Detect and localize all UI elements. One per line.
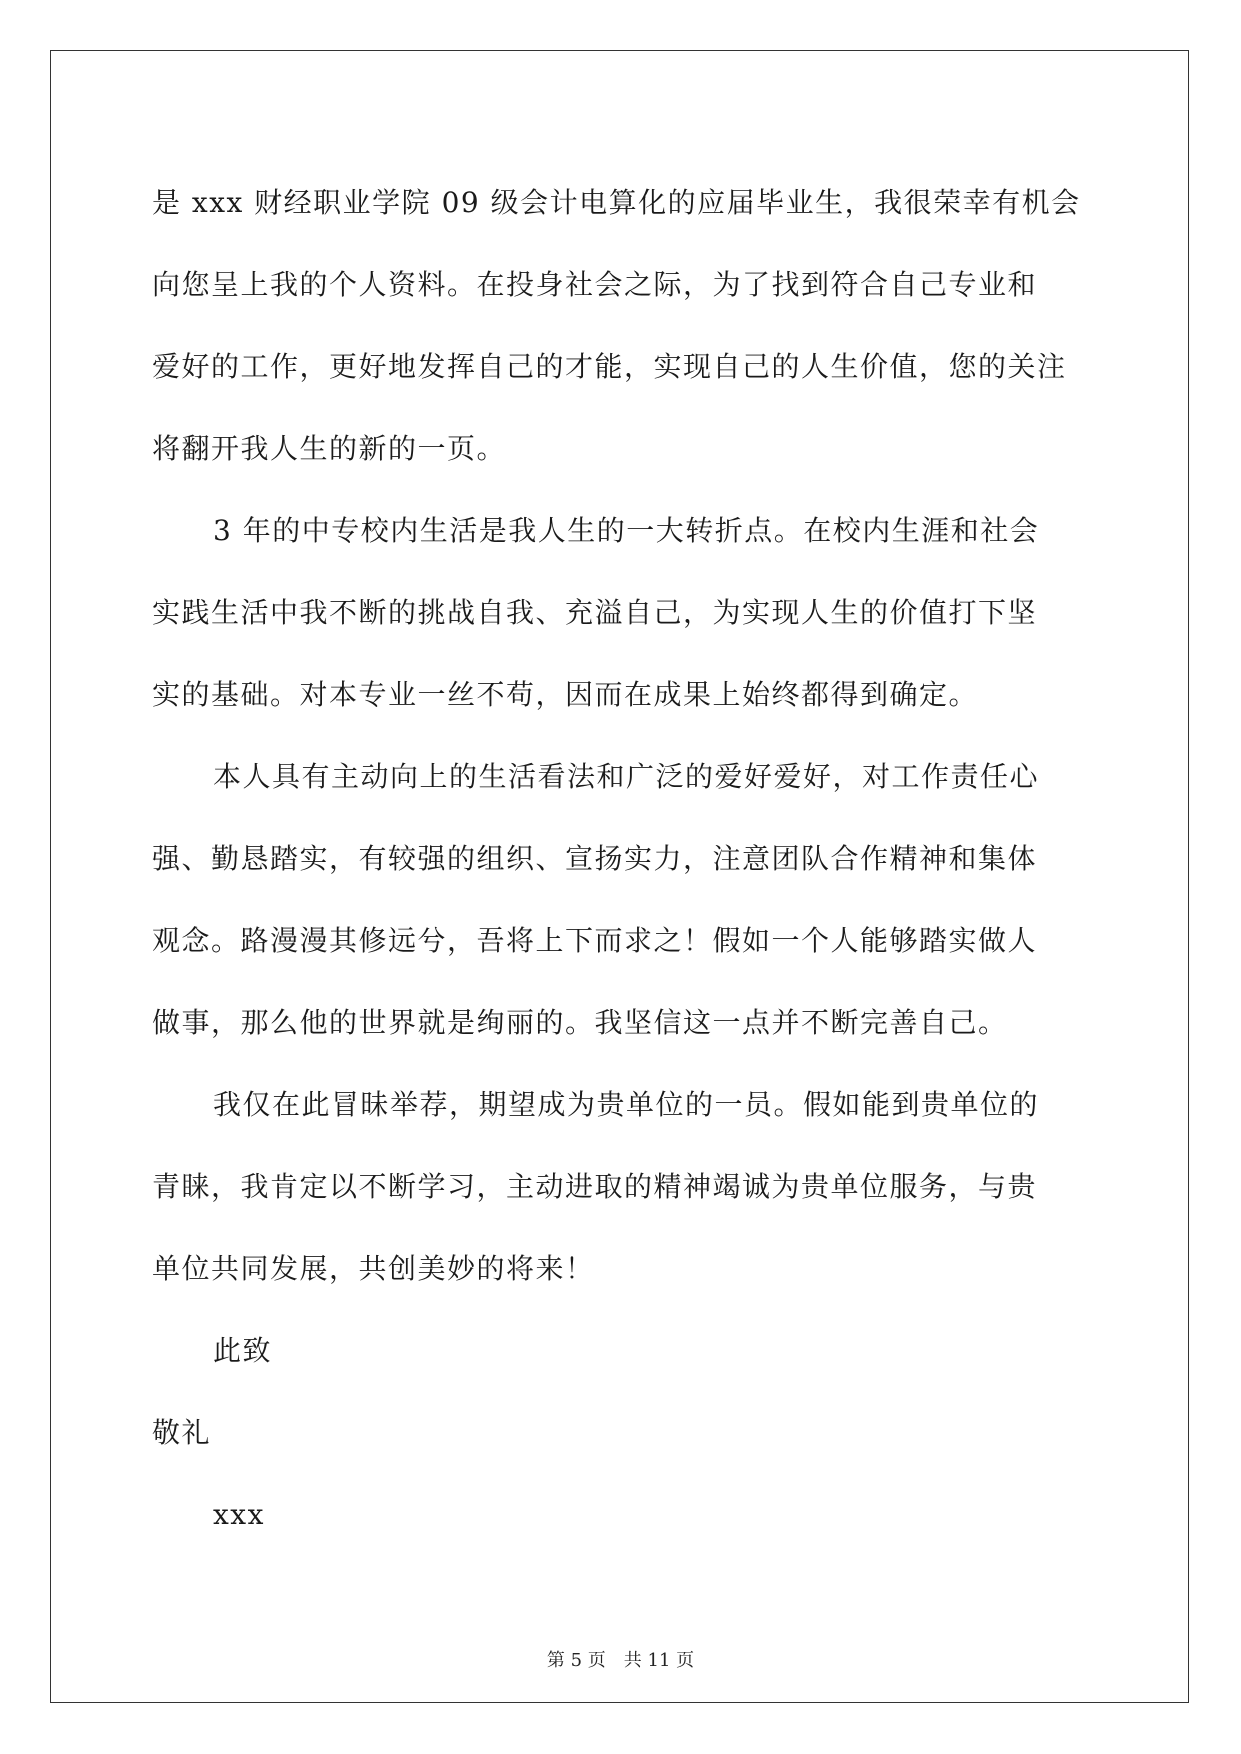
text-line: 是 xxx 财经职业学院 09 级会计电算化的应届毕业生，我很荣幸有机会 (152, 186, 1081, 219)
page-number-current: 第 5 页 (546, 1650, 606, 1671)
text-line: 向您呈上我的个人资料。在投身社会之际，为了找到符合自己专业和 (152, 268, 1038, 301)
text-line: 观念。路漫漫其修远兮，吾将上下而求之！假如一个人能够踏实做人 (152, 924, 1038, 957)
text-line: 将翻开我人生的新的一页。 (152, 432, 507, 465)
closing-regards: 敬礼 (152, 1416, 212, 1449)
closing-salutation: 此致 (213, 1334, 273, 1367)
text-line: 强、勤恳踏实，有较强的组织、宣扬实力，注意团队合作精神和集体 (152, 842, 1038, 875)
text-line: 3 年的中专校内生活是我人生的一大转折点。在校内生涯和社会 (213, 514, 1040, 547)
text-line: 做事，那么他的世界就是绚丽的。我坚信这一点并不断完善自己。 (152, 1006, 1008, 1039)
letter-body (152, 162, 1092, 1556)
text-line: 实的基础。对本专业一丝不苟，因而在成果上始终都得到确定。 (152, 678, 979, 711)
signature: xxx (213, 1498, 265, 1531)
page-number-total: 共 11 页 (623, 1650, 695, 1671)
text-line: 青睐，我肯定以不断学习，主动进取的精神竭诚为贵单位服务，与贵 (152, 1170, 1038, 1203)
text-line: 单位共同发展，共创美妙的将来！ (152, 1252, 595, 1285)
text-line: 我仅在此冒昧举荐，期望成为贵单位的一员。假如能到贵单位的 (213, 1088, 1040, 1121)
text-line: 实践生活中我不断的挑战自我、充溢自己，为实现人生的价值打下坚 (152, 596, 1038, 629)
text-line: 本人具有主动向上的生活看法和广泛的爱好爱好，对工作责任心 (213, 760, 1040, 793)
text-line: 爱好的工作，更好地发挥自己的才能，实现自己的人生价值，您的关注 (152, 350, 1067, 383)
page-footer (0, 1646, 1241, 1672)
